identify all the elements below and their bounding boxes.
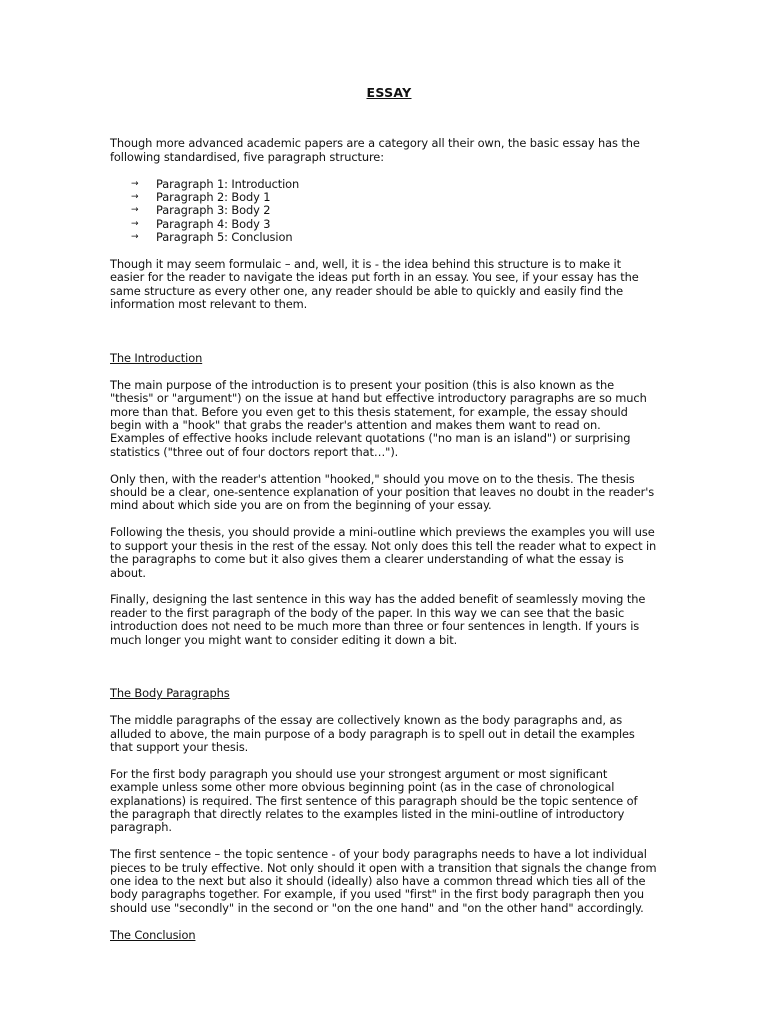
list-item xyxy=(110,231,658,244)
conclusion-heading: The Conclusion xyxy=(110,927,196,942)
list-item-label: Paragraph 5: Conclusion xyxy=(156,230,293,245)
body-paragraph: The first sentence – the topic sentence - of your body paragraphs needs to have a lot individual pieces to be truly effective. Not only should it open with a transition that signals the change from one idea to the next but also it should (ideally) also have a common thread which ties all of the body paragraphs together. For example, if you used "first" in the first body paragraph then you should use "secondly" in the second or "on the one hand" and "on the other hand" accordingly. xyxy=(110,847,657,915)
section-spacer xyxy=(110,325,658,352)
list-item-label: Paragraph 2: Body 1 xyxy=(156,190,271,205)
introduction-paragraph: Finally, designing the last sentence in this way has the added benefit of seamlessly moving the reader to the first paragraph of the body of the paper. In this way we can see that the basic introduction does not need to be much more than three or four sentences in length. If yours is much longer you might want to consider editing it down a bit. xyxy=(110,592,646,647)
introduction-paragraph: The main purpose of the introduction is to present your position (this is also known as the "thesis" or "argument") on the issue at hand but effective introductory paragraphs are so much more than that. Before you even get to this thesis statement, for example, the essay should begin with a "hook" that grabs the reader's attention and makes them want to read on. Examples of effective hooks include relevant quotations ("no man is an island") or surprising statistics ("three out of four doctors report that…"). xyxy=(110,377,647,459)
body-paragraph: For the first body paragraph you should use your strongest argument or most significant example unless some other more obvious beginning point (as in the case of chronological explanations) is required. The first sentence of this paragraph should be the topic sentence of the paragraph that directly relates to the examples listed in the mini-outline of introductory paragraph. xyxy=(110,766,638,835)
arrow-right-icon: → xyxy=(131,232,139,243)
arrow-right-icon: → xyxy=(131,192,139,203)
introduction-heading: The Introduction xyxy=(110,351,203,366)
list-item xyxy=(110,178,658,191)
arrow-right-icon: → xyxy=(131,218,139,229)
document-body xyxy=(110,86,658,955)
list-item xyxy=(110,204,658,217)
intro-paragraph: Though more advanced academic papers are a category all their own, the basic essay has the following standardised, five paragraph structure: xyxy=(110,136,640,164)
body-paragraph: The middle paragraphs of the essay are collectively known as the body paragraphs and, as alluded to above, the main purpose of a body paragraph is to spell out in detail the examples that support your thesis. xyxy=(110,713,635,754)
formula-paragraph: Though it may seem formulaic – and, well, it is - the idea behind this structure is to make it easier for the reader to navigate the ideas put forth in an essay. You see, if your essay has the same structure as every other one, any reader should be able to quickly and easily find the information most relevant to them. xyxy=(110,257,639,312)
arrow-right-icon: → xyxy=(131,178,139,189)
arrow-right-icon: → xyxy=(131,205,139,216)
structure-list xyxy=(110,178,658,245)
document-title: ESSAY xyxy=(366,85,412,100)
introduction-paragraph: Following the thesis, you should provide a mini-outline which previews the examples you will use to support your thesis in the rest of the essay. Not only does this tell the reader what to expect in the paragraphs to come but it also gives them a clearer understanding of what the essay is about. xyxy=(110,525,657,580)
list-item xyxy=(110,191,658,204)
list-item-label: Paragraph 3: Body 2 xyxy=(156,203,271,218)
list-item-label: Paragraph 4: Body 3 xyxy=(156,216,271,231)
introduction-paragraph: Only then, with the reader's attention "hooked," should you move on to the thesis. The thesis should be a clear, one-sentence explanation of your position that leaves no doubt in the reader's mind about which side you are on from the beginning of your essay. xyxy=(110,471,655,513)
list-item xyxy=(110,218,658,231)
body-paragraphs-heading: The Body Paragraphs xyxy=(110,686,230,701)
list-item-label: Paragraph 1: Introduction xyxy=(156,176,300,191)
section-spacer xyxy=(110,660,658,687)
